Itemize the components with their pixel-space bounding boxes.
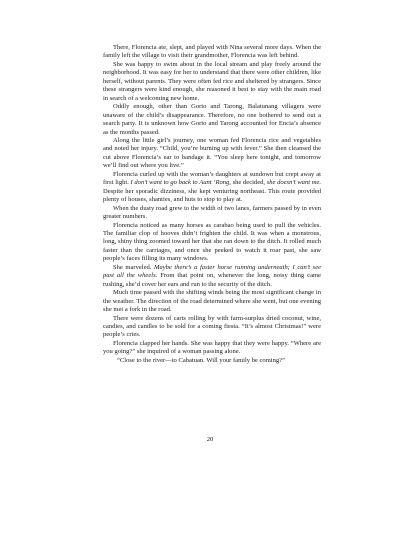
- text-run: There were dozens of carts rolling by with farm-surplus dried coconut, wine, candies, and candles to be sold for a coming fiesta. “It’s almost Christmas!” were people’s cries.: [103, 314, 321, 339]
- text-run: She was happy to swim about in the local stream and play freely around the neighborhood. It was easy for her to understand that there were other children, like herself, without parents. They were often fed rice and sheltered by strangers. Since these strangers were kind enough, she reasoned it best to stay with the main road in search of a welcoming new home.: [103, 60, 321, 102]
- italic-text: I don’t want to go back to Aunt ’Rong,: [130, 179, 231, 187]
- body-text: [103, 44, 321, 365]
- text-run: Oddly enough, other than Gorio and Tarong, Balatunang villagers were unaware of the child’s disappearance. Therefore, no one bothered to send out a search party. It is unknown how Gorio and Tarong accounted for Encia’s absence as the months passed.: [103, 103, 321, 136]
- paragraph: [103, 222, 321, 264]
- paragraph: [103, 205, 321, 222]
- text-run: “Close to the river—to Cabatuan. Will your family be coming?”: [117, 356, 285, 364]
- italic-text: she doesn’t want me.: [266, 179, 321, 187]
- text-run: She marveled.: [113, 263, 155, 271]
- text-run: From that point on, whenever the long, noisy thing came rushing, she’d cover her ears and run to the security of the ditch.: [103, 272, 321, 288]
- paragraph: [103, 340, 321, 357]
- paragraph: [103, 61, 321, 103]
- italic-text: Maybe there’s a faster horse running underneath; I can’t see past all the wheels.: [103, 263, 321, 280]
- text-run: Despite her sporadic dizziness, she kept venturing northeast. This route provided plenty of houses, shanties, and huts to stop to play at.: [103, 187, 321, 204]
- paragraph: [103, 171, 321, 205]
- text-run: When the dusty road grew to the width of two lanes, farmers passed by in even greater numbers.: [103, 204, 321, 221]
- paragraph: [103, 264, 321, 289]
- page-number: 20: [206, 436, 214, 443]
- text-run: Florencia clapped her hands. She was happy that they were happy. “Where are you going?” she inquired of a woman passing alone.: [103, 339, 321, 356]
- paragraph: [103, 289, 321, 314]
- text-run: There, Florencia ate, slept, and played with Nina several more days. When the family left the village to visit their grandmother, Florencia was left behind.: [103, 44, 321, 60]
- paragraph: [103, 357, 321, 365]
- paragraph: [103, 315, 321, 340]
- text-run: Along the little girl’s journey, one woman fed Florencia rice and vegetables and noted her injury. “Child, you’re burning up with fever.” She then cleansed the cut above Florencia’s ear to bandage it. “You sleep here tonight, and tomorrow we’ll find out where you live.”: [103, 136, 321, 170]
- text-run: Much time passed with the shifting winds being the most significant change in the weather. The direction of the road determined where she went, but one evening she met a fork in the road.: [103, 289, 321, 314]
- paragraph: [103, 44, 321, 61]
- paragraph: [103, 103, 321, 137]
- text-run: Florencia noticed as many horses as carabao being used to pull the vehicles. The familiar clop of hooves didn’t frighten the child. It was when a monstrous, long, shiny thing zoomed toward her that she ran down to the ditch. It rolled much faster than the carriages, and once she peeked to watch it roar past, she saw people’s faces filling its many windows.: [103, 221, 321, 263]
- text-run: she decided,: [230, 179, 267, 187]
- paragraph: [103, 137, 321, 171]
- text-run: Florencia curled up with the woman’s daughters at sundown but crept away at first light.: [103, 170, 321, 187]
